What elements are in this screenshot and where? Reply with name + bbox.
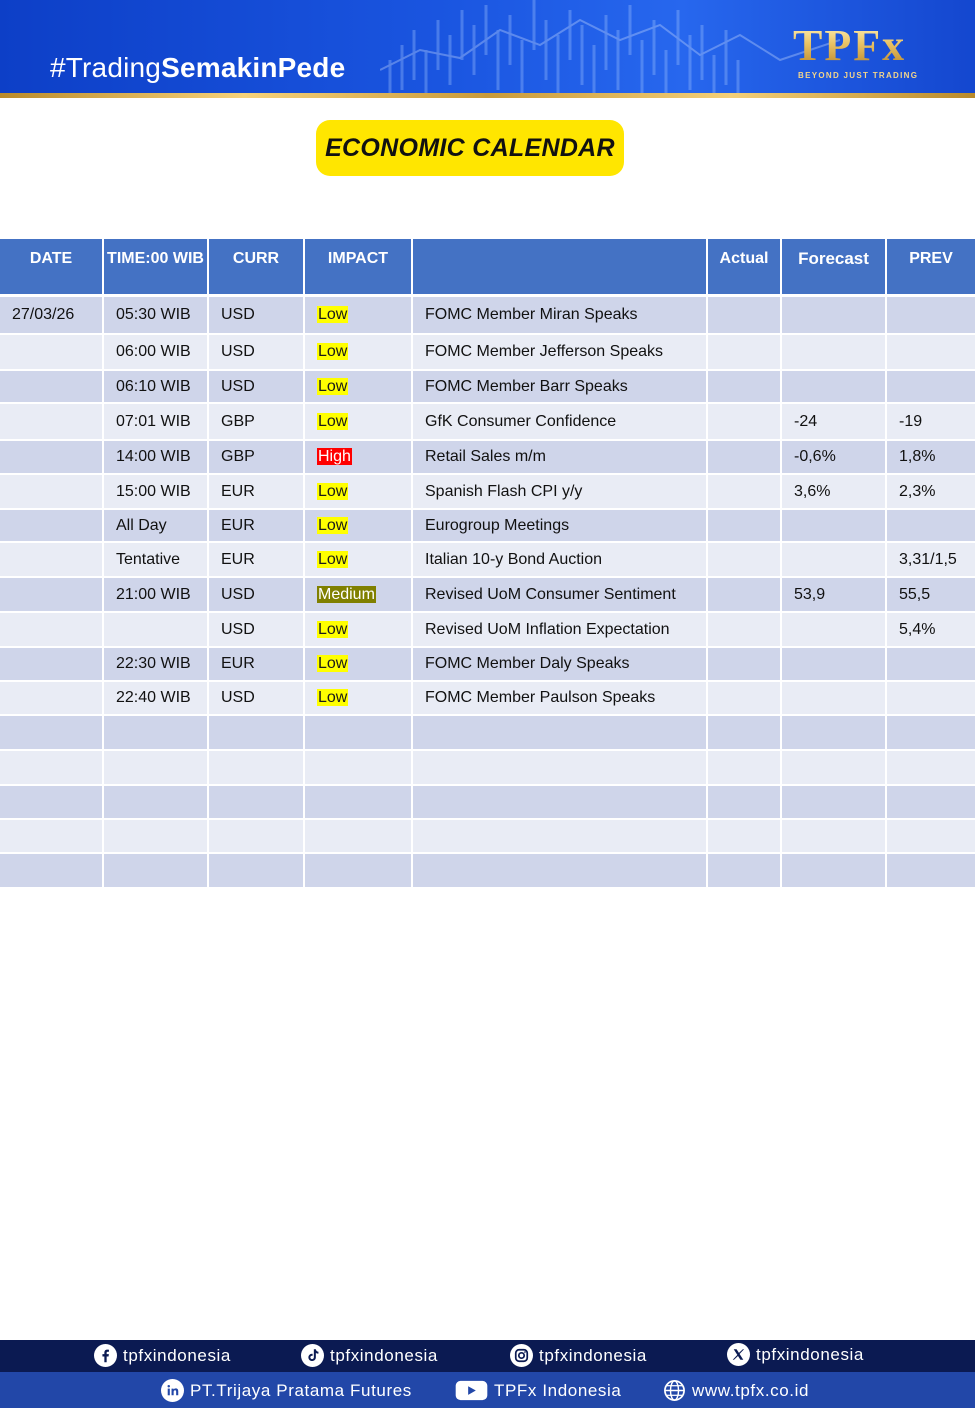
cell-impact (304, 577, 412, 612)
cell-time (103, 612, 208, 647)
cell-actual (707, 647, 781, 681)
cell-prev (886, 715, 975, 750)
cell-curr (208, 853, 304, 888)
cell-curr (208, 715, 304, 750)
cell-prev (886, 509, 975, 542)
table-row (0, 612, 975, 647)
cell-event: Spanish Flash CPI y/y (412, 474, 707, 509)
cell-impact (304, 681, 412, 715)
cell-time: 06:00 WIB (103, 334, 208, 370)
cell-impact (304, 715, 412, 750)
cell-actual (707, 681, 781, 715)
cell-forecast (781, 681, 886, 715)
cell-forecast (781, 612, 886, 647)
impact-badge: Low (318, 620, 348, 638)
cell-event (412, 750, 707, 785)
youtube-icon (455, 1379, 488, 1402)
table-header-row (0, 239, 975, 294)
cell-date (0, 750, 103, 785)
footer-website[interactable] (663, 1379, 809, 1402)
cell-actual (707, 542, 781, 577)
col-header-forecast: Forecast (781, 239, 886, 294)
facebook-label: tpfxindonesia (123, 1345, 231, 1365)
table-row (0, 403, 975, 440)
cell-curr: GBP (208, 403, 304, 440)
cell-date (0, 681, 103, 715)
cell-impact (304, 440, 412, 474)
cell-event: FOMC Member Miran Speaks (412, 297, 707, 334)
cell-actual (707, 370, 781, 403)
table-row (0, 440, 975, 474)
cell-event (412, 853, 707, 888)
cell-actual (707, 440, 781, 474)
table-body (0, 297, 975, 888)
table-row (0, 647, 975, 681)
impact-badge: High (318, 448, 351, 465)
cell-forecast (781, 542, 886, 577)
economic-calendar-table (0, 239, 975, 889)
cell-prev: 3,31/1,5 (886, 542, 975, 577)
table-row (0, 715, 975, 750)
col-header-actual: Actual (707, 239, 781, 294)
cell-event: FOMC Member Daly Speaks (412, 647, 707, 681)
impact-badge: Low (318, 655, 348, 672)
cell-impact (304, 819, 412, 853)
footer-x[interactable] (727, 1343, 864, 1366)
youtube-label: TPFx Indonesia (494, 1380, 622, 1400)
cell-time (103, 819, 208, 853)
cell-date (0, 853, 103, 888)
cell-event: Revised UoM Consumer Sentiment (412, 577, 707, 612)
table-row (0, 334, 975, 370)
cell-event: Retail Sales m/m (412, 440, 707, 474)
x-label: tpfxindonesia (756, 1344, 864, 1364)
cell-time (103, 785, 208, 819)
footer-facebook[interactable] (94, 1344, 231, 1367)
col-header-date: DATE (0, 239, 103, 294)
table-row (0, 474, 975, 509)
cell-impact (304, 647, 412, 681)
table-row (0, 853, 975, 888)
cell-prev: 1,8% (886, 440, 975, 474)
cell-time: 07:01 WIB (103, 403, 208, 440)
cell-time: 21:00 WIB (103, 577, 208, 612)
cell-date (0, 334, 103, 370)
cell-actual (707, 785, 781, 819)
cell-prev (886, 681, 975, 715)
footer-linkedin[interactable] (161, 1379, 412, 1402)
logo-tagline: BEYOND JUST TRADING (798, 71, 919, 80)
cell-event (412, 715, 707, 750)
cell-date (0, 785, 103, 819)
cell-time: Tentative (103, 542, 208, 577)
header-banner (0, 0, 975, 98)
cell-curr: USD (208, 612, 304, 647)
cell-prev: 55,5 (886, 577, 975, 612)
cell-date (0, 715, 103, 750)
cell-curr (208, 750, 304, 785)
cell-date (0, 612, 103, 647)
cell-forecast (781, 370, 886, 403)
table-row (0, 785, 975, 819)
cell-prev (886, 297, 975, 334)
cell-actual (707, 577, 781, 612)
cell-prev: 5,4% (886, 612, 975, 647)
cell-forecast (781, 750, 886, 785)
cell-actual (707, 819, 781, 853)
cell-curr: EUR (208, 509, 304, 542)
impact-badge: Low (318, 377, 348, 395)
table-row (0, 509, 975, 542)
cell-curr: EUR (208, 542, 304, 577)
cell-time: 15:00 WIB (103, 474, 208, 509)
cell-impact (304, 403, 412, 440)
footer-instagram[interactable] (510, 1344, 647, 1367)
cell-forecast (781, 297, 886, 334)
cell-forecast (781, 819, 886, 853)
impact-badge: Low (318, 306, 348, 323)
col-header-time: TIME:00 WIB (103, 239, 208, 294)
cell-event: Eurogroup Meetings (412, 509, 707, 542)
cell-prev: -19 (886, 403, 975, 440)
cell-prev (886, 853, 975, 888)
cell-actual (707, 853, 781, 888)
cell-forecast: 53,9 (781, 577, 886, 612)
cell-time: 22:40 WIB (103, 681, 208, 715)
cell-curr: EUR (208, 474, 304, 509)
cell-impact (304, 334, 412, 370)
cell-date: 27/03/26 (0, 297, 103, 334)
cell-impact (304, 542, 412, 577)
cell-event (412, 819, 707, 853)
cell-actual (707, 334, 781, 370)
cell-event: Revised UoM Inflation Expectation (412, 612, 707, 647)
cell-curr: USD (208, 681, 304, 715)
cell-impact (304, 853, 412, 888)
hashtag-prefix: #Trading (50, 52, 162, 83)
cell-forecast (781, 853, 886, 888)
cell-time: 22:30 WIB (103, 647, 208, 681)
table-row (0, 370, 975, 403)
cell-impact (304, 612, 412, 647)
x-icon (727, 1343, 750, 1366)
tiktok-label: tpfxindonesia (330, 1345, 438, 1365)
cell-prev (886, 370, 975, 403)
cell-time: 14:00 WIB (103, 440, 208, 474)
col-header-event (412, 239, 707, 294)
linkedin-label: PT.Trijaya Pratama Futures (190, 1380, 412, 1400)
cell-time (103, 853, 208, 888)
cell-prev (886, 750, 975, 785)
cell-impact (304, 370, 412, 403)
page-title-pill (316, 120, 624, 176)
cell-event: FOMC Member Barr Speaks (412, 370, 707, 403)
impact-badge: Low (318, 516, 348, 534)
cell-date (0, 819, 103, 853)
impact-badge: Low (318, 689, 348, 706)
instagram-icon (510, 1344, 533, 1367)
linkedin-icon (161, 1379, 184, 1402)
cell-date (0, 542, 103, 577)
footer-social-bar (0, 1340, 975, 1372)
cell-forecast (781, 647, 886, 681)
cell-impact (304, 509, 412, 542)
cell-prev (886, 819, 975, 853)
impact-badge: Medium (318, 585, 375, 603)
instagram-label: tpfxindonesia (539, 1345, 647, 1365)
cell-event: FOMC Member Jefferson Speaks (412, 334, 707, 370)
cell-curr: EUR (208, 647, 304, 681)
cell-forecast: -24 (781, 403, 886, 440)
table-row (0, 750, 975, 785)
table-row (0, 542, 975, 577)
cell-date (0, 509, 103, 542)
cell-curr: USD (208, 334, 304, 370)
cell-event (412, 785, 707, 819)
hashtag-slogan (50, 52, 345, 84)
col-header-prev: PREV (886, 239, 975, 294)
cell-date (0, 647, 103, 681)
cell-actual (707, 403, 781, 440)
cell-actual (707, 297, 781, 334)
cell-prev (886, 334, 975, 370)
cell-event: Italian 10-y Bond Auction (412, 542, 707, 577)
hashtag-bold: SemakinPede (161, 52, 346, 83)
cell-curr (208, 785, 304, 819)
impact-badge: Low (318, 550, 348, 568)
cell-actual (707, 750, 781, 785)
cell-time: 06:10 WIB (103, 370, 208, 403)
cell-curr (208, 819, 304, 853)
chart-decoration (380, 0, 840, 98)
impact-badge: Low (318, 343, 348, 360)
cell-time: 05:30 WIB (103, 297, 208, 334)
footer-tiktok[interactable] (301, 1344, 438, 1367)
cell-actual (707, 509, 781, 542)
cell-forecast (781, 785, 886, 819)
impact-badge: Low (318, 482, 348, 500)
table-row (0, 577, 975, 612)
cell-date (0, 370, 103, 403)
cell-forecast (781, 509, 886, 542)
cell-prev (886, 785, 975, 819)
footer-contact-bar (0, 1372, 975, 1408)
cell-time (103, 750, 208, 785)
cell-curr: USD (208, 577, 304, 612)
cell-impact (304, 474, 412, 509)
page-title: ECONOMIC CALENDAR (325, 133, 615, 162)
cell-actual (707, 474, 781, 509)
col-header-impact: IMPACT (304, 239, 412, 294)
impact-badge: Low (318, 412, 348, 430)
table-row (0, 819, 975, 853)
gold-divider (0, 93, 975, 98)
table-row (0, 297, 975, 334)
cell-prev (886, 647, 975, 681)
cell-curr: GBP (208, 440, 304, 474)
cell-event: FOMC Member Paulson Speaks (412, 681, 707, 715)
cell-impact (304, 785, 412, 819)
cell-event: GfK Consumer Confidence (412, 403, 707, 440)
facebook-icon (94, 1344, 117, 1367)
cell-actual (707, 715, 781, 750)
cell-time: All Day (103, 509, 208, 542)
cell-curr: USD (208, 297, 304, 334)
cell-forecast (781, 715, 886, 750)
tiktok-icon (301, 1344, 324, 1367)
cell-date (0, 474, 103, 509)
cell-date (0, 577, 103, 612)
cell-time (103, 715, 208, 750)
footer-youtube[interactable] (455, 1379, 621, 1402)
cell-date (0, 440, 103, 474)
cell-impact (304, 750, 412, 785)
cell-forecast: -0,6% (781, 440, 886, 474)
col-header-curr: CURR (208, 239, 304, 294)
globe-icon (663, 1379, 686, 1402)
cell-forecast (781, 334, 886, 370)
cell-date (0, 403, 103, 440)
website-label: www.tpfx.co.id (692, 1380, 810, 1400)
logo-text: TPFx (793, 21, 907, 70)
cell-impact (304, 297, 412, 334)
cell-curr: USD (208, 370, 304, 403)
tpfx-logo (790, 21, 935, 84)
cell-actual (707, 612, 781, 647)
table-row (0, 681, 975, 715)
cell-forecast: 3,6% (781, 474, 886, 509)
cell-prev: 2,3% (886, 474, 975, 509)
